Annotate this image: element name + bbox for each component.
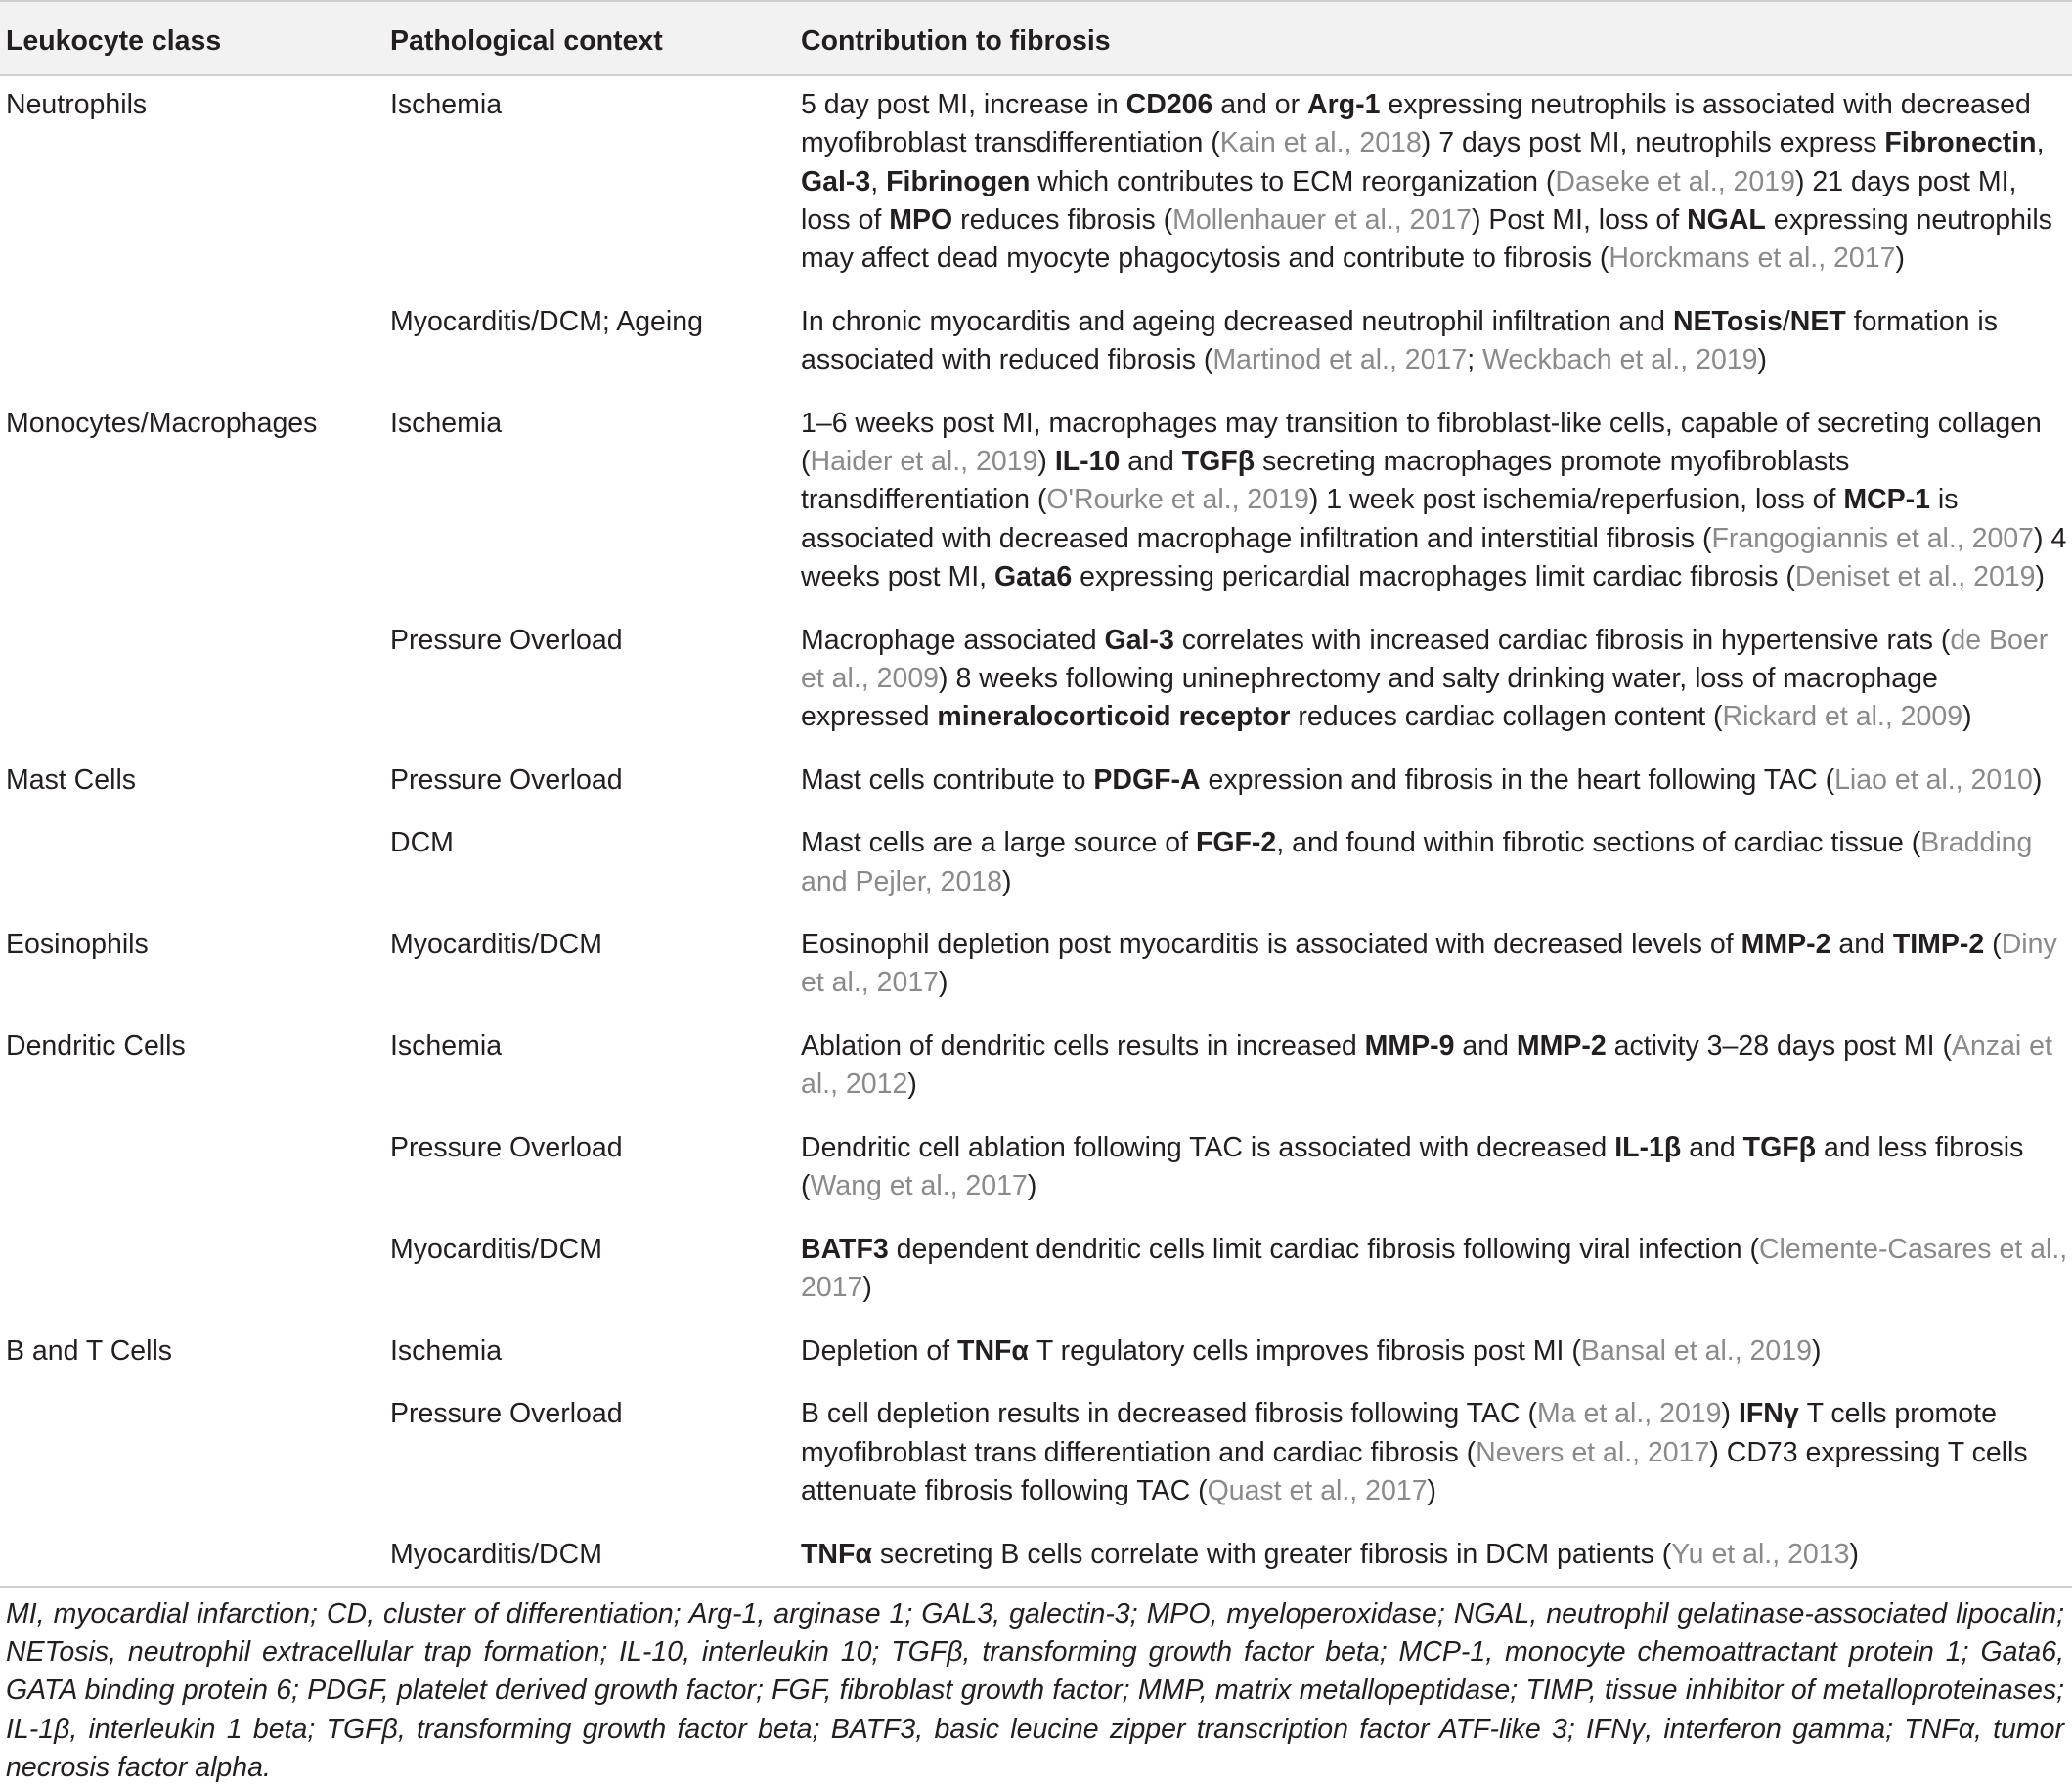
marker-term: mineralocorticoid receptor (937, 701, 1291, 733)
citation-link[interactable]: Bansal et al., 2019 (1580, 1334, 1812, 1367)
citation-link[interactable]: Ma et al., 2019 (1536, 1398, 1722, 1430)
citation-link[interactable]: Martinod et al., 2017 (1212, 344, 1468, 376)
contribution-text: ) (939, 967, 948, 999)
contribution-text: ) (907, 1068, 917, 1101)
contribution-text: ) 1 week post ischemia/reperfusion, loss of (1308, 484, 1844, 516)
contribution-text: ) 8 weeks following uninephrectomy and salty drinking water, loss of macrophage expressed (801, 662, 1938, 733)
contribution-text: , and found within fibrotic sections of cardiac tissue ( (1276, 827, 1921, 859)
contribution-text: 5 day post MI, increase in (801, 89, 1126, 120)
contribution-text: ) (862, 1272, 872, 1304)
contribution-text: ) (1027, 1170, 1037, 1202)
cell-contribution (801, 405, 2072, 596)
marker-term: CD206 (1125, 89, 1213, 120)
marker-term: Gal-3 (1104, 624, 1174, 656)
contribution-text: , (870, 165, 887, 197)
contribution-text: ( (1984, 929, 2002, 961)
cell-leukocyte-class: Dendritic Cells (6, 1030, 186, 1063)
cell-pathological-context: Ischemia (390, 1030, 503, 1063)
contribution-text: expressing neutrophils may affect dead myocyte phagocytosis and contribute to fibrosis ( (801, 203, 2052, 275)
cell-pathological-context: Myocarditis/DCM (390, 929, 602, 961)
cell-pathological-context: Pressure Overload (390, 1398, 623, 1430)
cell-leukocyte-class: Neutrophils (6, 89, 148, 120)
marker-term: MMP-9 (1364, 1030, 1455, 1063)
cell-contribution (801, 1395, 2072, 1510)
cell-pathological-context: Pressure Overload (390, 624, 623, 656)
contribution-text: is associated with decreased macrophage infiltration and interstitial fibrosis ( (801, 484, 1959, 554)
citation-link[interactable]: Horckmans et al., 2017 (1609, 242, 1896, 275)
contribution-text: ) 21 days post MI, loss of (801, 165, 2017, 236)
marker-term: BATF3 (801, 1233, 889, 1265)
citation-link[interactable]: Diny et al., 2017 (801, 929, 2057, 999)
citation-link[interactable]: Rickard et al., 2009 (1722, 701, 1963, 733)
marker-term: TGFβ (1742, 1132, 1817, 1163)
contribution-text: In chronic myocarditis and ageing decreased neutrophil infiltration and (801, 305, 1673, 337)
contribution-text: ) (1757, 344, 1768, 376)
citation-link[interactable]: Haider et al., 2019 (810, 445, 1038, 477)
contribution-text: correlates with increased cardiac fibrosis in hypertensive rats ( (1173, 624, 1951, 656)
contribution-text: and (1120, 445, 1182, 477)
contribution-text: and less fibrosis ( (801, 1132, 2024, 1202)
marker-term: MPO (889, 203, 953, 236)
contribution-text: Eosinophil depletion post myocarditis is associated with decreased levels of (801, 929, 1741, 961)
contribution-text: B cell depletion results in decreased fibrosis following TAC ( (801, 1398, 1537, 1430)
marker-term: IL-1β (1614, 1132, 1682, 1163)
contribution-text: ) (2035, 560, 2045, 592)
citation-link[interactable]: Frangogiannis et al., 2007 (1711, 522, 2035, 554)
contribution-text: and (1454, 1030, 1517, 1063)
cell-leukocyte-class: B and T Cells (6, 1334, 173, 1367)
marker-term: NGAL (1687, 203, 1766, 236)
citation-link[interactable]: Anzai et al., 2012 (801, 1030, 2052, 1101)
contribution-text: T regulatory cells improves fibrosis post MI ( (1028, 1334, 1581, 1367)
marker-term: Arg-1 (1307, 89, 1381, 120)
cell-pathological-context: Myocarditis/DCM; Ageing (390, 305, 703, 337)
cell-contribution (801, 824, 2072, 901)
marker-term: MMP-2 (1741, 929, 1831, 961)
contribution-text: Mast cells are a large source of (801, 827, 1196, 859)
marker-term: Gal-3 (801, 165, 871, 197)
contribution-text: which contributes to ECM reorganization ( (1030, 165, 1556, 197)
cell-leukocyte-class: Eosinophils (6, 929, 149, 961)
citation-link[interactable]: Yu et al., 2013 (1671, 1538, 1850, 1570)
cell-contribution (801, 926, 2072, 1003)
contribution-text: reduces cardiac collagen content ( (1290, 701, 1723, 733)
citation-link[interactable]: Weckbach et al., 2019 (1482, 344, 1758, 376)
contribution-text: secreting B cells correlate with greater fibrosis in DCM patients ( (871, 1538, 1672, 1570)
cell-contribution (801, 1129, 2072, 1206)
table-footnote: MI, myocardial infarction; CD, cluster of differentiation; Arg-1, arginase 1; GAL3, galectin-3; MPO, myeloperoxidase; NGAL, neutrophil gelatinase-associated lipocalin; NETosis, neutrophil extracellular trap formation; IL-10, interleukin 10; TGFβ, transforming growth factor beta; MCP-1, monocyte chemoattractant protein 1; Gata6, GATA binding protein 6; PDGF, platelet derived growth factor; FGF, fibroblast growth factor; MMP, matrix metallopeptidase; TIMP, tissue inhibitor of metalloproteinases; IL-1β, interleukin 1 beta; TGFβ, transforming growth factor beta; BATF3, basic leucine zipper transcription factor ATF-like 3; IFNγ, interferon gamma; TNFα, tumor necrosis factor alpha. (6, 1597, 2064, 1784)
marker-term: Fibrinogen (886, 165, 1031, 197)
contribution-text: / (1782, 305, 1790, 337)
contribution-text: Depletion of (801, 1334, 958, 1367)
marker-term: TNFα (801, 1538, 872, 1570)
marker-term: MMP-2 (1516, 1030, 1607, 1063)
marker-term: Fibronectin (1884, 127, 2037, 159)
citation-link[interactable]: Kain et al., 2018 (1219, 127, 1422, 159)
cell-pathological-context: Myocarditis/DCM (390, 1233, 602, 1265)
contribution-text: and or (1212, 89, 1308, 120)
contribution-text: ) (1895, 242, 1905, 275)
marker-term: NET (1789, 305, 1846, 337)
cell-contribution (801, 86, 2072, 278)
contribution-text: expressing pericardial macrophages limit cardiac fibrosis ( (1072, 560, 1795, 592)
contribution-text: ) (2032, 763, 2043, 796)
header-leukocyte-class: Leukocyte class (6, 25, 222, 57)
marker-term: NETosis (1672, 305, 1783, 337)
cell-pathological-context: Pressure Overload (390, 1132, 623, 1163)
header-contribution: Contribution to fibrosis (801, 25, 1111, 57)
citation-link[interactable]: Nevers et al., 2017 (1476, 1436, 1710, 1468)
citation-link[interactable]: Daseke et al., 2019 (1555, 165, 1795, 197)
marker-term: TGFβ (1181, 445, 1256, 477)
marker-term: TNFα (957, 1334, 1029, 1367)
contribution-text: secreting macrophages promote myofibroblasts transdifferentiation ( (801, 445, 1850, 516)
citation-link[interactable]: Quast et al., 2017 (1207, 1474, 1428, 1506)
contribution-text: Mast cells contribute to (801, 763, 1094, 796)
cell-contribution (801, 1027, 2072, 1105)
contribution-text: ) (1002, 865, 1012, 897)
cell-pathological-context: Ischemia (390, 407, 503, 439)
cell-contribution (801, 622, 2072, 737)
contribution-text: Ablation of dendritic cells results in increased (801, 1030, 1365, 1063)
contribution-text: ) (1037, 445, 1055, 477)
cell-pathological-context: Myocarditis/DCM (390, 1538, 602, 1570)
cell-pathological-context: Ischemia (390, 89, 503, 120)
contribution-text: expressing neutrophils is associated with decreased myofibroblast transdifferentiation ( (801, 89, 2031, 159)
citation-link[interactable]: Clemente-Casares et al., 2017 (801, 1233, 2068, 1304)
contribution-text: ) CD73 expressing T cells attenuate fibrosis following TAC ( (801, 1436, 2028, 1506)
contribution-text: 1–6 weeks post MI, macrophages may transition to fibroblast-like cells, capable of secreting collagen ( (801, 407, 2042, 477)
contribution-text: , (2036, 127, 2045, 159)
cell-contribution (801, 762, 2072, 800)
contribution-text: ) (1849, 1538, 1859, 1570)
cell-leukocyte-class: Mast Cells (6, 763, 137, 796)
contribution-text: Dendritic cell ablation following TAC is associated with decreased (801, 1132, 1615, 1163)
contribution-text: and (1681, 1132, 1743, 1163)
contribution-text: and (1830, 929, 1893, 961)
contribution-text: ) (1811, 1334, 1822, 1367)
marker-term: PDGF-A (1093, 763, 1201, 796)
citation-link[interactable]: Deniset et al., 2019 (1794, 560, 2036, 592)
contribution-text: Macrophage associated (801, 624, 1105, 656)
cell-pathological-context: Ischemia (390, 1334, 503, 1367)
cell-pathological-context: Pressure Overload (390, 763, 623, 796)
citation-link[interactable]: de Boer et al., 2009 (801, 624, 2049, 694)
citation-link[interactable]: O'Rourke et al., 2019 (1046, 484, 1309, 516)
cell-pathological-context: DCM (390, 827, 454, 859)
contribution-text: ) (1962, 701, 1972, 733)
citation-link[interactable]: Bradding and Pejler, 2018 (801, 827, 2033, 897)
marker-term: IL-10 (1054, 445, 1121, 477)
contribution-text: activity 3–28 days post MI ( (1606, 1030, 1952, 1063)
cell-contribution (801, 1231, 2072, 1308)
contribution-text: ) 7 days post MI, neutrophils express (1421, 127, 1885, 159)
contribution-text: ) (1427, 1474, 1437, 1506)
marker-term: TIMP-2 (1892, 929, 1985, 961)
table-header (0, 0, 2072, 76)
contribution-text: T cells promote myofibroblast trans differentiation and cardiac fibrosis ( (801, 1398, 1997, 1468)
cell-contribution (801, 1536, 2072, 1574)
marker-term: IFNγ (1738, 1398, 1799, 1430)
contribution-text: formation is associated with reduced fibrosis ( (801, 305, 1999, 376)
cell-leukocyte-class: Monocytes/Macrophages (6, 407, 318, 439)
contribution-text: ) 4 weeks post MI, (801, 522, 2067, 592)
marker-term: FGF-2 (1195, 827, 1277, 859)
contribution-text: ; (1467, 344, 1483, 376)
contribution-text: reduces fibrosis ( (952, 203, 1173, 236)
cell-contribution (801, 303, 2072, 380)
header-pathological-context: Pathological context (390, 25, 663, 57)
marker-term: MCP-1 (1843, 484, 1930, 516)
contribution-text: ) Post MI, loss of (1471, 203, 1688, 236)
citation-link[interactable]: Wang et al., 2017 (810, 1170, 1028, 1202)
citation-link[interactable]: Liao et al., 2010 (1834, 763, 2033, 796)
marker-term: Gata6 (993, 560, 1073, 592)
contribution-text: dependent dendritic cells limit cardiac fibrosis following viral infection ( (888, 1233, 1759, 1265)
contribution-text: ) (1721, 1398, 1739, 1430)
citation-link[interactable]: Mollenhauer et al., 2017 (1172, 203, 1472, 236)
contribution-text: expression and fibrosis in the heart following TAC ( (1200, 763, 1835, 796)
cell-contribution (801, 1332, 2072, 1371)
